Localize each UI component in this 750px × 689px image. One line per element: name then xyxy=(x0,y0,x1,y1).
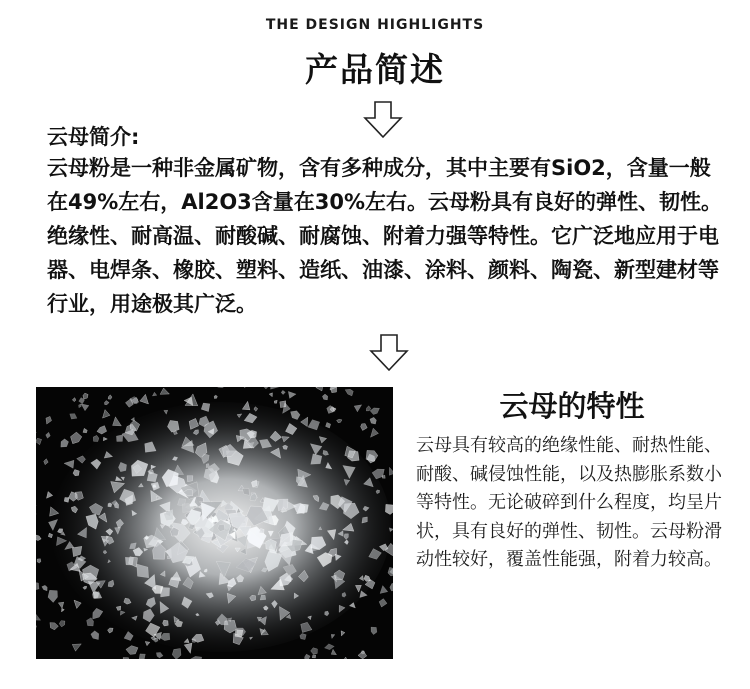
crystal-shard xyxy=(274,400,277,403)
crystal-shard xyxy=(123,658,129,660)
crystal-shard xyxy=(331,387,337,393)
eyebrow-text: THE DESIGN HIGHLIGHTS xyxy=(265,17,485,33)
down-arrow-icon xyxy=(368,333,410,373)
page-title: 产品简述 xyxy=(305,50,445,89)
mica-crystals-image xyxy=(36,387,393,659)
intro-paragraph: 云母粉是一种非金属矿物，含有多种成分，其中主要有SiO2，含量一般在49%左右，Al2O3含量在30%左右。云母粉具有良好的弹性、韧性。绝缘性、耐高温、耐酸碱、耐腐蚀、附着力强等特性。它广泛地应用于电器、电焊条、橡胶、塑料、造纸、油漆、涂料、颜料、陶瓷、新型建材等行业，用途极其广泛。 xyxy=(47,156,723,316)
crystal-shard xyxy=(163,620,169,626)
crystal-shard xyxy=(235,630,243,638)
crystal-shard xyxy=(376,490,380,494)
crystal-shard xyxy=(280,401,286,408)
intro-heading: 云母简介: xyxy=(47,125,140,149)
crystal-shard xyxy=(312,655,316,658)
crystal-shard xyxy=(139,654,145,659)
properties-title: 云母的特性 xyxy=(499,389,645,423)
crystal-shard xyxy=(260,595,266,600)
crystal-shard xyxy=(116,435,122,442)
crystal-shard xyxy=(280,533,294,547)
crystal-shard xyxy=(64,498,69,503)
crystal-shard xyxy=(187,476,193,482)
crystal-shard xyxy=(125,557,133,565)
crystal-shard xyxy=(283,445,288,449)
mica-crystals-photo xyxy=(36,387,393,659)
crystal-shard xyxy=(192,639,196,643)
properties-paragraph: 云母具有较高的绝缘性能、耐热性能、耐酸、碱侵蚀性能，以及热膨胀系数小等特性。无论破碎到什么程度，均呈片状，具有良好的弹性、韧性。云母粉滑动性较好，覆盖性能强，附着力较高。 xyxy=(416,435,722,570)
down-arrow-icon xyxy=(362,100,404,140)
crystal-shard xyxy=(36,582,39,590)
